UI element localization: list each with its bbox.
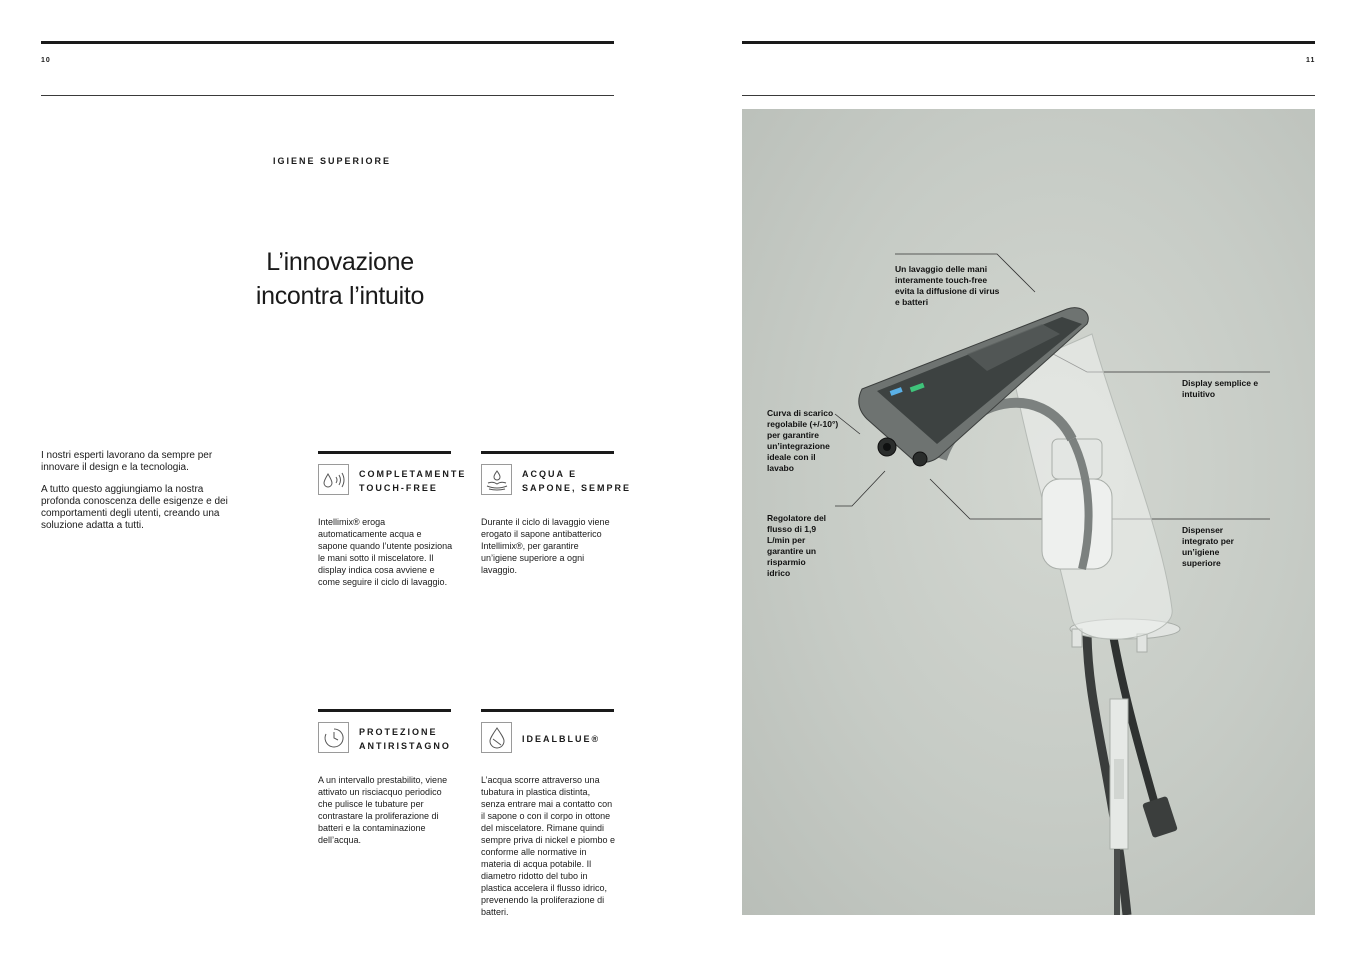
page-title-line-1: L’innovazione bbox=[266, 248, 414, 276]
feature-rule bbox=[481, 709, 614, 712]
water-drop-icon bbox=[481, 722, 512, 753]
feature-rule bbox=[318, 451, 451, 454]
right-top-rule bbox=[742, 41, 1315, 44]
timer-icon bbox=[318, 722, 349, 753]
feature-title: COMPLETAMENTE TOUCH-FREE bbox=[359, 469, 467, 493]
page-title-line-2: incontra l’intuito bbox=[255, 282, 425, 310]
callout-curva: Curva di scarico regolabile (+/-10°) per garantire un’integrazione ideale con il lavabo bbox=[767, 408, 839, 473]
right-page-number: 11 bbox=[1306, 57, 1316, 64]
hands-wash-icon bbox=[481, 464, 512, 495]
intro-paragraph-1: I nostri esperti lavorano da sempre per innovare il design e la tecnologia. bbox=[41, 450, 213, 473]
feature-title: ACQUA E SAPONE, SEMPRE bbox=[522, 469, 632, 493]
faucet-illustration bbox=[742, 109, 1315, 915]
page-title bbox=[200, 245, 480, 313]
touch-free-icon bbox=[318, 464, 349, 495]
feature-title: IDEALBLUE® bbox=[522, 734, 601, 744]
callout-display: Display semplice e intuitivo bbox=[1182, 378, 1259, 399]
left-top-rule bbox=[41, 41, 614, 44]
feature-rule bbox=[318, 709, 451, 712]
callout-regolatore: Regolatore del flusso di 1,9 L/min per garantire un risparmio idrico bbox=[767, 513, 827, 578]
feature-text: Durante il ciclo di lavaggio viene erogato il sapone antibatterico Intellimix®, per garantire un’igiene superiore a ogni lavaggio. bbox=[481, 517, 610, 575]
feature-text: Intellimix® eroga automaticamente acqua e sapone quando l’utente posiziona le mani sotto il miscelatore. Il display indica cosa avviene e come seguire il ciclo di lavaggio. bbox=[318, 517, 453, 587]
feature-text: L’acqua scorre attraverso una tubatura in plastica distinta, senza entrare mai a contatto con il sapone o con il corpo in ottone del miscelatore. Rimane quindi sempre priva di nickel e piombo e conforme alle normative in materia di acqua potabile. Il diametro ridotto del tubo in plastica accelera il flusso idrico, prevenendo la proliferazione di batteri. bbox=[481, 775, 616, 917]
feature-title: PROTEZIONE ANTIRISTAGNO bbox=[359, 727, 451, 751]
right-header-rule bbox=[742, 95, 1315, 96]
callout-dispenser: Dispenser integrato per un’igiene superiore bbox=[1182, 525, 1234, 568]
product-photo bbox=[742, 109, 1315, 915]
left-header-rule bbox=[41, 95, 614, 96]
section-label: IGIENE SUPERIORE bbox=[273, 156, 392, 166]
intro-paragraph-2: A tutto questo aggiungiamo la nostra profonda conoscenza delle esigenze e dei comportamenti degli utenti, creando una soluzione adatta a tutti. bbox=[41, 484, 228, 531]
intro-text bbox=[41, 450, 231, 542]
feature-rule bbox=[481, 451, 614, 454]
feature-text: A un intervallo prestabilito, viene attivato un risciacquo periodico che pulisce le tubature per contrastare la proliferazione di batteri e la contaminazione dell’acqua. bbox=[318, 775, 448, 845]
callout-touch-free: Un lavaggio delle mani interamente touch-free evita la diffusione di virus e batteri bbox=[895, 264, 1000, 307]
left-page-number: 10 bbox=[41, 57, 51, 64]
